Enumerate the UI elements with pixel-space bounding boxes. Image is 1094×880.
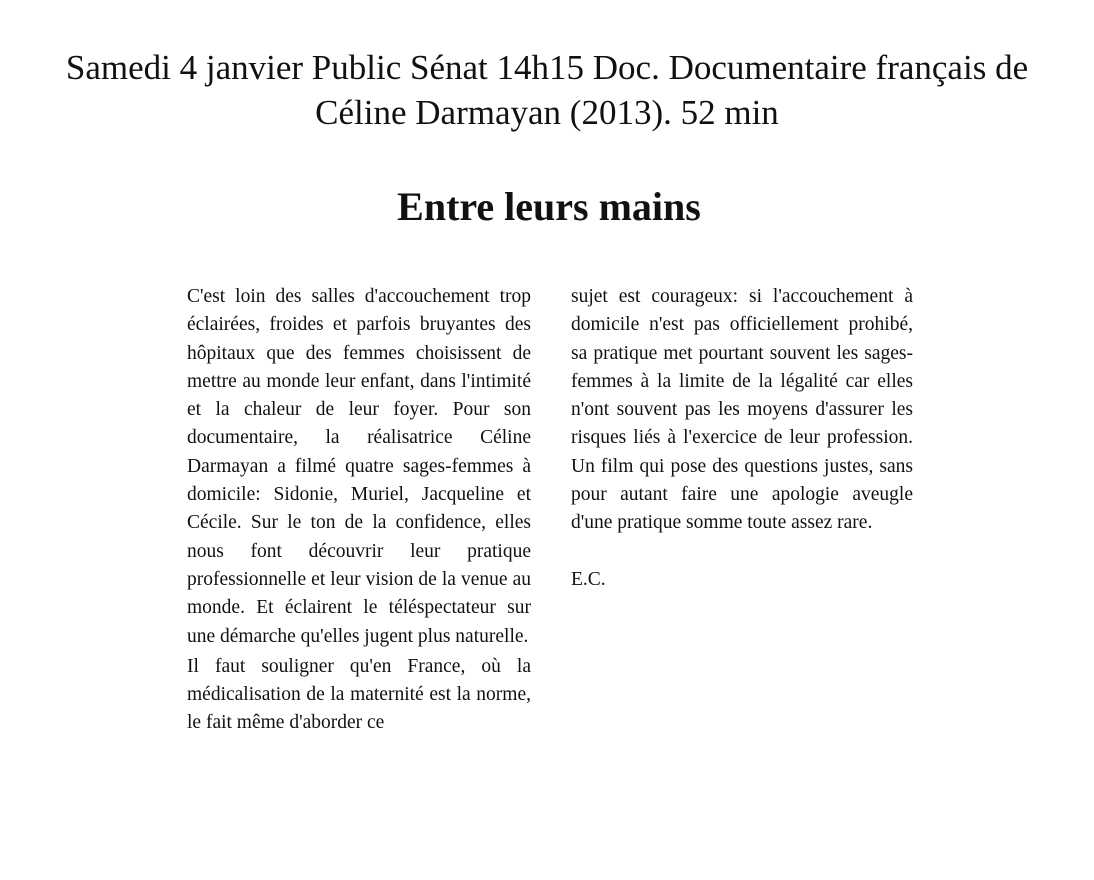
broadcast-info-line-1: Samedi 4 janvier Public Sénat 14h15 Doc. Documentaire français de	[65, 48, 1029, 87]
article-title: Entre leurs mains	[397, 184, 701, 229]
article-paragraph-1: C'est loin des salles d'accouchement trop éclairées, froides et parfois bruyantes des hôpitaux que des femmes choisissent de mettre au monde leur enfant, dans l'intimité et la chaleur de leur foyer. Pour son documentaire, la réalisatrice Céline Darmayan a filmé quatre sages-femmes à domicile: Sidonie, Muriel, Jacqueline et Cécile. Sur le ton de la confidence, elles nous font découvrir leur pratique professionnelle et leur vision de la venue au monde. Et éclairent le téléspectateur sur une démarche qu'elles jugent plus naturelle.	[187, 286, 531, 647]
article-paragraph-2-start: Il faut souligner qu'en France, où la médicalisation de la maternité est la norme, le fait même d'aborder ce	[187, 655, 531, 734]
broadcast-info-line-2: Céline Darmayan (2013). 52 min	[315, 93, 779, 132]
article-column-left	[187, 283, 531, 738]
article-column-right	[571, 283, 913, 594]
author-signature: E.C.	[571, 568, 606, 590]
article-paragraph-2-end: sujet est courageux: si l'accouchement à domicile n'est pas officiellement prohibé, sa pratique met pourtant souvent les sages-femmes à la limite de la légalité car elles n'ont souvent pas les moyens d'assurer les risques liés à l'exercice de leur profession. Un film qui pose des questions justes, sans pour autant faire une apologie aveugle d'une pratique somme toute assez rare.	[571, 286, 913, 534]
